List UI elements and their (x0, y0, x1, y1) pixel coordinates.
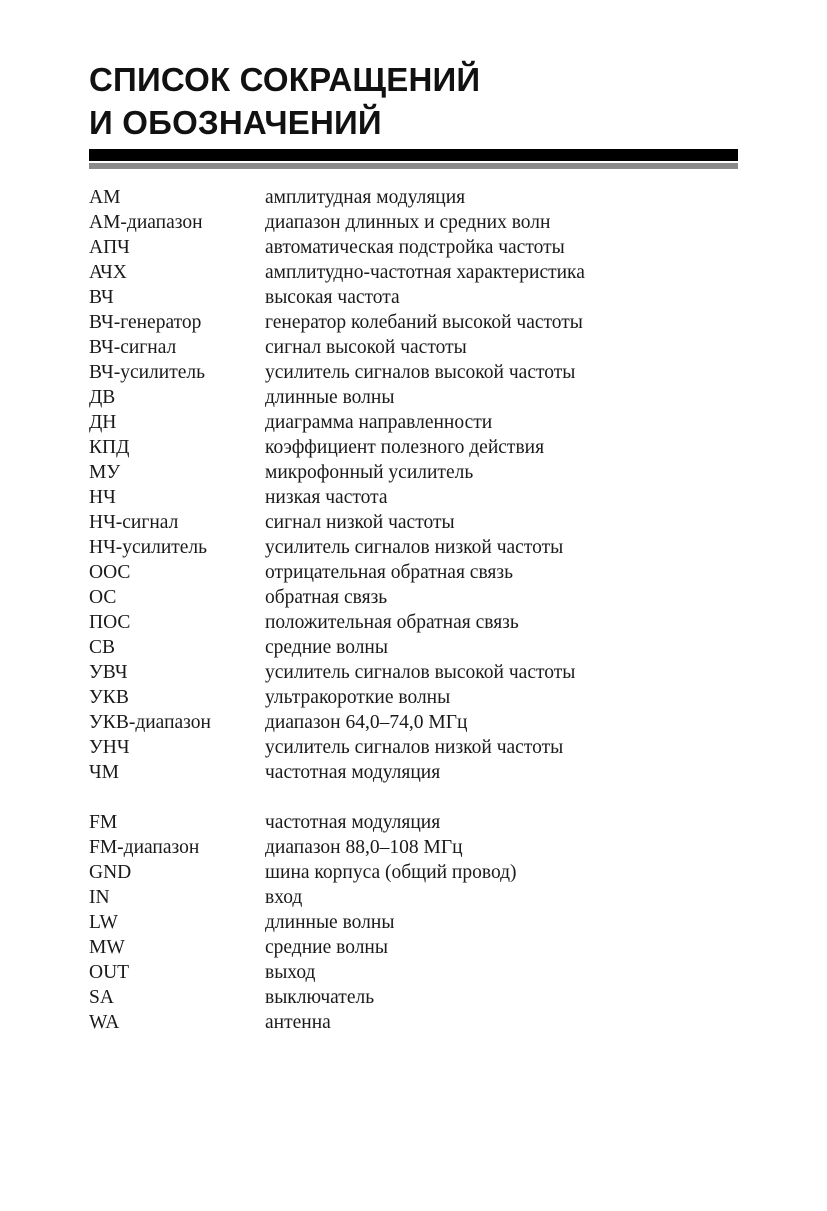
abbreviation-row (89, 535, 749, 560)
abbreviation-definition: ультракороткие волны (265, 687, 451, 708)
abbreviation-row (89, 685, 749, 710)
abbreviation-term: МУ (89, 462, 121, 483)
abbreviation-row (89, 660, 749, 685)
abbreviation-term: OUT (89, 962, 130, 983)
abbreviation-term: FM (89, 812, 118, 833)
abbreviation-term: УНЧ (89, 737, 130, 758)
abbreviation-row (89, 260, 749, 285)
abbreviation-definition: диапазон 64,0–74,0 МГц (265, 712, 468, 733)
page-title-line-1: СПИСОК СОКРАЩЕНИЙ (89, 61, 481, 98)
abbreviation-term: КПД (89, 437, 130, 458)
abbreviation-definition: антенна (265, 1012, 331, 1033)
abbreviation-row (89, 360, 749, 385)
abbreviation-definition: частотная модуляция (265, 812, 441, 833)
abbreviation-term: УВЧ (89, 662, 128, 683)
abbreviation-definition: обратная связь (265, 587, 388, 608)
abbreviation-definition: длинные волны (265, 912, 395, 933)
abbreviation-definition: частотная модуляция (265, 762, 441, 783)
title-rule-thin (89, 163, 738, 169)
latin-abbreviation-list (89, 810, 749, 1035)
abbreviation-term: MW (89, 937, 125, 958)
abbreviation-row (89, 885, 749, 910)
abbreviation-row (89, 1010, 749, 1035)
abbreviation-term: СВ (89, 637, 116, 658)
abbreviation-term: ОС (89, 587, 117, 608)
abbreviation-definition: диаграмма направленности (265, 412, 493, 433)
abbreviation-definition: выключатель (265, 987, 375, 1008)
abbreviation-row (89, 435, 749, 460)
abbreviation-definition: коэффициент полезного действия (265, 437, 545, 458)
abbreviation-definition: средние волны (265, 937, 388, 958)
abbreviation-row (89, 635, 749, 660)
abbreviation-term: АМ (89, 187, 121, 208)
abbreviation-term: ООС (89, 562, 131, 583)
abbreviation-term: FM-диапазон (89, 837, 200, 858)
abbreviation-row (89, 735, 749, 760)
abbreviation-term: ДН (89, 412, 117, 433)
abbreviation-definition: автоматическая подстройка частоты (265, 237, 565, 258)
abbreviation-term: ВЧ-генератор (89, 312, 202, 333)
abbreviation-definition: диапазон длинных и средних волн (265, 212, 551, 233)
abbreviation-term: SA (89, 987, 114, 1008)
abbreviation-definition: средние волны (265, 637, 388, 658)
abbreviation-row (89, 585, 749, 610)
abbreviation-definition: вход (265, 887, 303, 908)
abbreviation-definition: сигнал высокой частоты (265, 337, 467, 358)
abbreviation-row (89, 410, 749, 435)
abbreviation-term: IN (89, 887, 110, 908)
abbreviation-row (89, 485, 749, 510)
abbreviation-term: АМ-диапазон (89, 212, 203, 233)
page-title-line-2: И ОБОЗНАЧЕНИЙ (89, 104, 382, 141)
abbreviation-term: ДВ (89, 387, 116, 408)
abbreviation-row (89, 310, 749, 335)
abbreviation-row (89, 935, 749, 960)
abbreviation-term: НЧ (89, 487, 116, 508)
abbreviation-term: WA (89, 1012, 120, 1033)
abbreviation-row (89, 510, 749, 535)
abbreviation-definition: отрицательная обратная связь (265, 562, 513, 583)
abbreviation-row (89, 860, 749, 885)
abbreviation-definition: усилитель сигналов низкой частоты (265, 737, 564, 758)
abbreviation-row (89, 910, 749, 935)
abbreviation-row (89, 610, 749, 635)
abbreviation-term: LW (89, 912, 118, 933)
abbreviation-term: ВЧ (89, 287, 114, 308)
abbreviation-definition: положительная обратная связь (265, 612, 519, 633)
abbreviation-definition: амплитудная модуляция (265, 187, 466, 208)
abbreviation-term: ЧМ (89, 762, 120, 783)
abbreviation-definition: выход (265, 962, 316, 983)
abbreviation-row (89, 335, 749, 360)
abbreviation-term: УКВ-диапазон (89, 712, 211, 733)
abbreviation-row (89, 960, 749, 985)
abbreviation-row (89, 985, 749, 1010)
abbreviation-term: УКВ (89, 687, 129, 708)
abbreviation-definition: усилитель сигналов высокой частоты (265, 362, 576, 383)
abbreviation-definition: сигнал низкой частоты (265, 512, 455, 533)
cyrillic-abbreviation-list (89, 185, 749, 785)
abbreviation-row (89, 185, 749, 210)
abbreviation-definition: амплитудно-частотная характеристика (265, 262, 585, 283)
abbreviation-row (89, 760, 749, 785)
abbreviation-definition: микрофонный усилитель (265, 462, 474, 483)
abbreviation-row (89, 810, 749, 835)
abbreviation-row (89, 835, 749, 860)
abbreviation-term: НЧ-усилитель (89, 537, 208, 558)
abbreviation-row (89, 210, 749, 235)
abbreviation-term: GND (89, 862, 132, 883)
abbreviation-definition: шина корпуса (общий провод) (265, 862, 517, 883)
abbreviation-term: АЧХ (89, 262, 127, 283)
abbreviation-row (89, 560, 749, 585)
title-rule-thick (89, 149, 738, 161)
abbreviation-term: АПЧ (89, 237, 130, 258)
abbreviation-definition: усилитель сигналов высокой частоты (265, 662, 576, 683)
abbreviation-term: ПОС (89, 612, 131, 633)
abbreviation-row (89, 285, 749, 310)
abbreviation-row (89, 460, 749, 485)
abbreviation-row (89, 235, 749, 260)
abbreviation-term: НЧ-сигнал (89, 512, 179, 533)
abbreviation-definition: генератор колебаний высокой частоты (265, 312, 583, 333)
abbreviation-row (89, 385, 749, 410)
abbreviation-definition: высокая частота (265, 287, 400, 308)
abbreviation-term: ВЧ-сигнал (89, 337, 177, 358)
abbreviation-definition: длинные волны (265, 387, 395, 408)
abbreviation-term: ВЧ-усилитель (89, 362, 206, 383)
abbreviation-definition: диапазон 88,0–108 МГц (265, 837, 463, 858)
abbreviation-row (89, 710, 749, 735)
abbreviation-definition: низкая частота (265, 487, 388, 508)
abbreviation-definition: усилитель сигналов низкой частоты (265, 537, 564, 558)
page-title (89, 58, 480, 144)
